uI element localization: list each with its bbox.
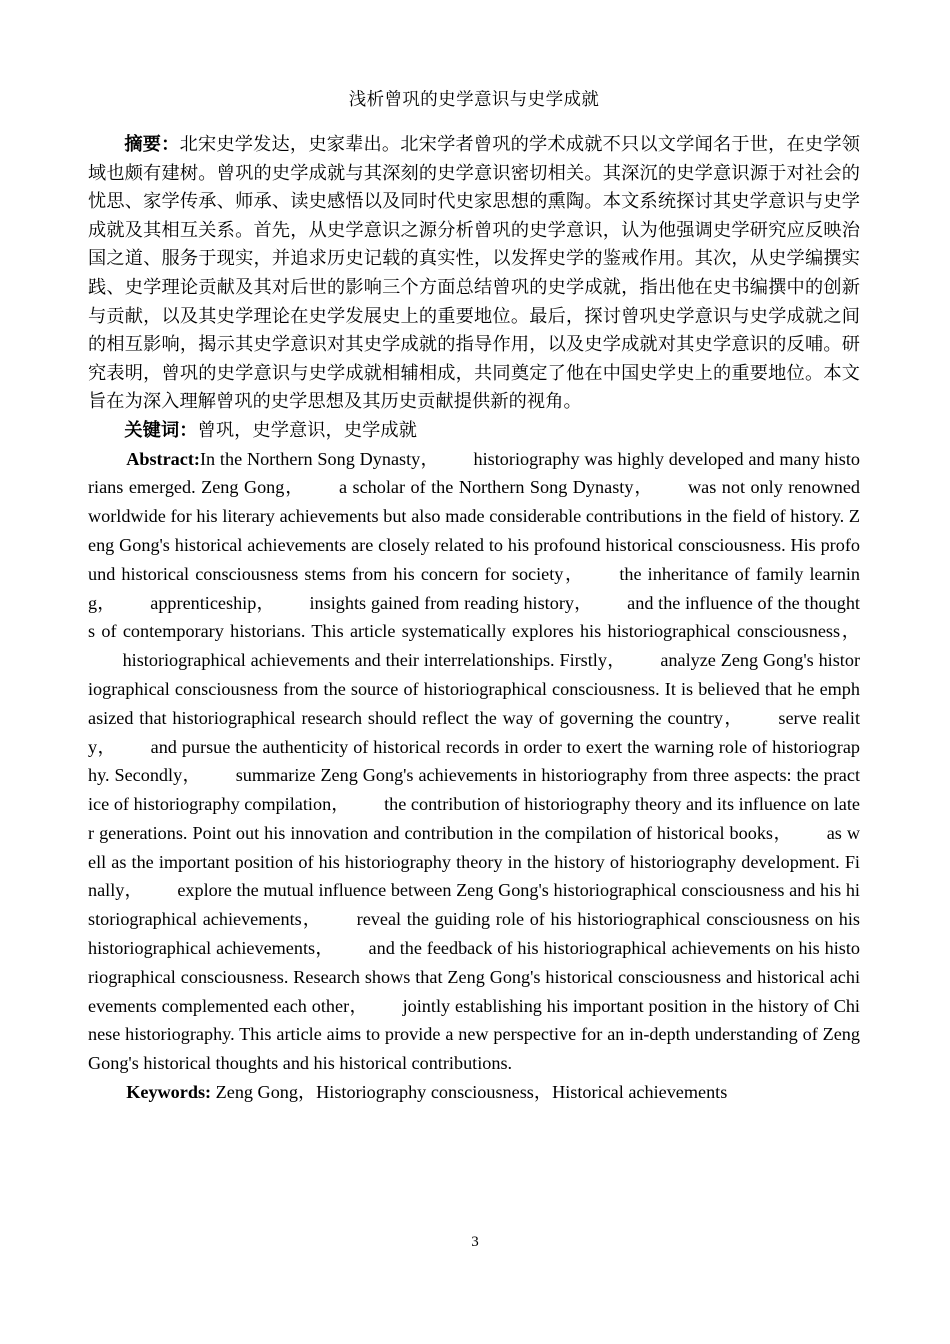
english-abstract-part19: jointly establishing his important position in the history of Chinese historiography. This article aims to provide a new perspective for an in-depth understanding of Zeng Gong's historical thoughts and his historical contributions. xyxy=(88,995,860,1074)
english-abstract-part3: a scholar of the Northern Song Dynasty， xyxy=(338,477,654,498)
page-title: 浅析曾巩的史学意识与史学成就 xyxy=(348,89,600,109)
english-abstract-part1: In the Northern Song Dynasty， xyxy=(199,448,439,469)
english-abstract-part16: explore the mutual influence between Zeng Gong's historiographical consciousness and his historiographical achievements， xyxy=(88,880,860,930)
english-keywords-body: Zeng Gong，Historiography consciousness，Historical achievements xyxy=(215,1082,728,1103)
english-abstract-label: Abstract: xyxy=(126,448,200,469)
chinese-keywords-body: 曾巩，史学意识，史学成就 xyxy=(197,419,417,440)
english-abstract-part8: and the influence of the thoughts of contemporary historians. This article systematically explores his historiographical consciousness， xyxy=(88,592,860,642)
chinese-keywords-paragraph xyxy=(88,416,860,445)
english-abstract-part13: summarize Zeng Gong's achievements in historiography from three aspects: the practice of historiography compilation， xyxy=(88,765,860,815)
english-keywords-paragraph xyxy=(88,1078,860,1107)
english-abstract-part9: historiographical achievements and their interrelationships. Firstly， xyxy=(122,650,626,671)
page-number: 3 xyxy=(471,1234,479,1250)
english-abstract-part15: as well as the important position of his historiography theory in the history of historiography development. Finally， xyxy=(88,822,860,901)
chinese-keywords-label: 关键词： xyxy=(124,419,198,440)
english-abstract-part17: reveal the guiding role of his historiographical consciousness on his historiographical achievements， xyxy=(88,909,860,959)
english-abstract-part6: apprenticeship， xyxy=(150,592,275,613)
english-abstract-part10: analyze Zeng Gong's historiographical consciousness from the source of historiographical consciousness. It is believed that he emphasized that historiographical research should reflect the way of governing the country， xyxy=(88,650,860,728)
chinese-abstract-body: 北宋史学发达，史家辈出。北宋学者曾巩的学术成就不只以文学闻名于世，在史学领域也颇有建树。曾巩的史学成就与其深刻的史学意识密切相关。其深沉的史学意识源于对社会的忧思、家学传承、师承、读史感悟以及同时代史家思想的熏陶。本文系统探讨其史学意识与史学成就及其相互关系。首先，从史学意识之源分析曾巩的史学意识，认为他强调史学研究应反映治国之道、服务于现实，并追求历史记载的真实性，以发挥史学的鉴戒作用。其次，从史学编撰实践、史学理论贡献及其对后世的影响三个方面总结曾巩的史学成就，指出他在史书编撰中的创新与贡献，以及其史学理论在史学发展史上的重要地位。最后，探讨曾巩史学意识与史学成就之间的相互影响，揭示其史学意识对其史学成就的指导作用，以及史学成就对其史学意识的反哺。研究表明，曾巩的史学意识与史学成就相辅相成，共同奠定了他在中国史学史上的重要地位。本文旨在为深入理解曾巩的史学思想及其历史贡献提供新的视角。 xyxy=(88,134,860,412)
english-keywords-label: Keywords: xyxy=(126,1082,212,1103)
english-abstract-part14: the contribution of historiography theory and its influence on later generations. Point out his innovation and contribution in the compilation of historical books， xyxy=(88,794,860,843)
english-abstract-part4: was not only renowned worldwide for his literary achievements but also made considerable contributions in the field of history. Zeng Gong's historical achievements are closely related to his profound historical consciousness. His profound historical consciousness stems from his concern for society， xyxy=(88,477,861,584)
english-abstract-part2: historiography was highly developed and many historians emerged. Zeng Gong， xyxy=(88,448,860,498)
page-content xyxy=(88,84,860,1107)
chinese-abstract-label: 摘要： xyxy=(124,134,180,154)
english-abstract-part12: and pursue the authenticity of historical records in order to exert the warning role of historiography. Secondly， xyxy=(88,736,860,786)
chinese-abstract-paragraph xyxy=(88,130,860,416)
english-abstract-paragraph xyxy=(88,445,860,1079)
english-abstract-part5: the inheritance of family learning， xyxy=(88,563,860,613)
english-abstract-part18: and the feedback of his historiographical achievements on his historiographical consciousness. Research shows that Zeng Gong's historical consciousness and historical achievements complemented each other， xyxy=(88,938,860,1016)
english-abstract-part7: insights gained from reading history， xyxy=(309,592,593,613)
english-abstract-part11: serve reality， xyxy=(88,707,860,757)
